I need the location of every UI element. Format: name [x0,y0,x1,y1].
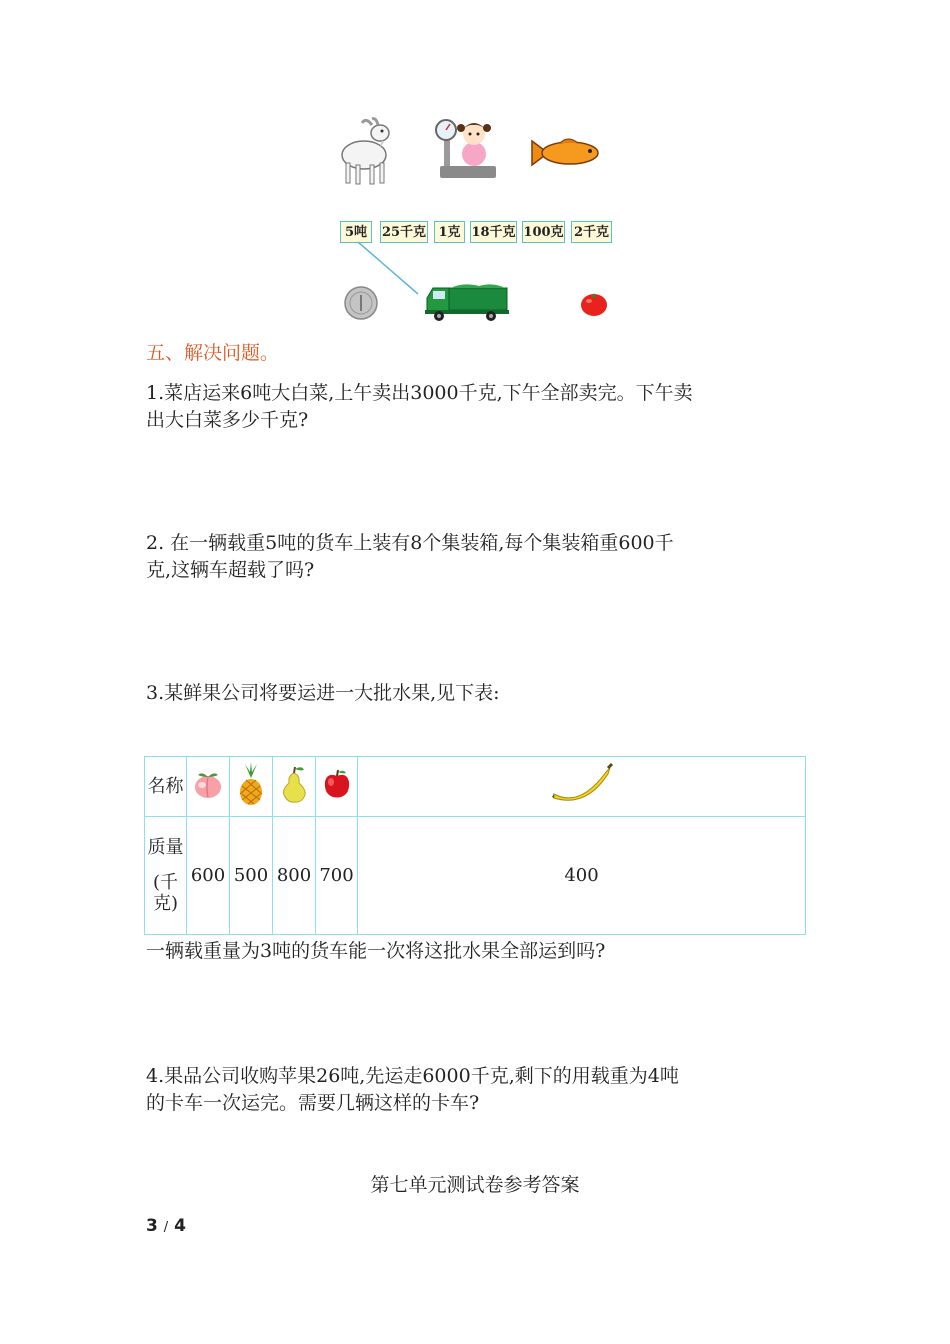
fruit-cell [358,757,806,817]
name-header: 名称 [145,757,187,817]
weight-header-label: 质量 [147,837,184,858]
coin-icon [343,285,379,321]
weight-tag-5t[interactable]: 5吨 [340,221,372,243]
fruit-cell [316,757,358,817]
question-3 [146,680,806,707]
question-4-line-1: 4.果品公司收购苹果26吨,先运走6000千克,剩下的用载重为4吨 [146,1065,679,1087]
answer-section-title: 第七单元测试卷参考答案 [370,1174,580,1196]
page-total: 4 [174,1216,186,1236]
question-4 [146,1063,806,1117]
peach-icon [192,768,224,800]
page-current: 3 [146,1216,158,1236]
weight-tag-18kg[interactable]: 18千克 [470,221,517,243]
weight-cell-pineapple: 500 [230,817,273,935]
goat-icon [332,115,396,187]
pineapple-icon [237,762,265,806]
question-2 [146,530,806,584]
unit-header-label: (千克) [152,872,179,914]
truck-icon [423,282,511,322]
table-row [145,817,806,935]
girl-on-scale-icon [430,112,502,180]
question-3-text: 3.某鲜果公司将要运进一大批水果,见下表: [146,682,500,704]
fruit-weight-table [144,756,806,935]
weight-cell-apple: 700 [316,817,358,935]
banana-icon [550,762,614,806]
weight-tag-25kg[interactable]: 25千克 [380,221,428,243]
weight-tag-1g[interactable]: 1克 [434,221,465,243]
fruit-cell [273,757,316,817]
page-number [146,1216,186,1236]
fruit-cell [187,757,230,817]
page-separator: / [163,1220,169,1235]
question-1-line-1: 1.菜店运来6吨大白菜,上午卖出3000千克,下午全部卖完。下午卖 [146,382,693,404]
question-1-line-2: 出大白菜多少千克? [146,409,309,431]
question-3-followup [146,938,806,965]
fruit-cell [230,757,273,817]
pear-icon [280,765,308,803]
weight-header [145,817,187,935]
section-title: 五、解决问题。 [146,342,280,364]
question-4-line-2: 的卡车一次运完。需要几辆这样的卡车? [146,1092,480,1114]
weight-cell-peach: 600 [187,817,230,935]
question-3-followup-text: 一辆载重量为3吨的货车能一次将这批水果全部运到吗? [146,940,606,962]
apple-icon [321,768,353,800]
question-2-line-2: 克,这辆车超载了吗? [146,559,315,581]
table-row [145,757,806,817]
weight-cell-pear: 800 [273,817,316,935]
weight-cell-banana: 400 [358,817,806,935]
weight-tag-2kg[interactable]: 2千克 [571,221,612,243]
weight-tag-100g[interactable]: 100克 [522,221,565,243]
question-1 [146,380,806,434]
question-2-line-1: 2. 在一辆载重5吨的货车上装有8个集装箱,每个集装箱重600千 [146,532,674,554]
tomato-icon [579,288,609,318]
fish-icon [530,135,602,171]
